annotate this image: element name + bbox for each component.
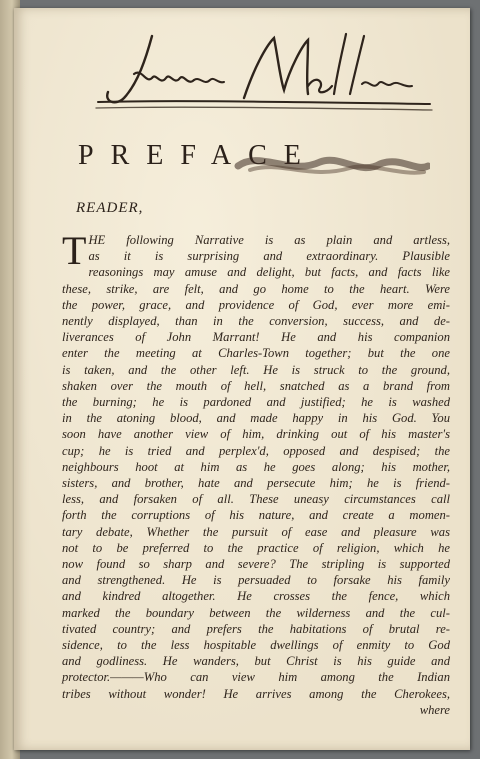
text-line: cup; he is tried and perplex'd, opposed and despised; the xyxy=(62,443,450,458)
preface-text xyxy=(62,228,450,718)
text-line: less, and forsaken of all. These uneasy circumstances call xyxy=(62,492,450,507)
text-line: enter the meeting at Charles-Town together; but the one xyxy=(62,346,450,361)
text-line: is taken, and the other left. He is struck to the ground, xyxy=(62,362,450,377)
text-line: marked the boundary between the wilderness and the cul- xyxy=(62,605,450,620)
handwritten-signature xyxy=(94,28,434,118)
catchword: where xyxy=(419,702,450,717)
text-line: protector.———Who can view him among the Indian xyxy=(62,670,450,685)
page-title: PREFACE xyxy=(78,140,318,171)
text-line: tribes without wonder! He arrives among the Cherokees, xyxy=(62,686,450,701)
book-page xyxy=(14,8,470,750)
text-line: in the atoning blood, and made happy in his God. You xyxy=(62,411,450,426)
text-line: reasonings may amuse and delight, but facts, and facts like xyxy=(88,265,450,280)
text-line: shaken over the mouth of hell, snatched as a brand from xyxy=(62,378,450,393)
text-line: tivated country; and prefers the habitations of brutal re- xyxy=(62,621,450,636)
ink-smudge xyxy=(230,136,430,186)
text-line: and strengthened. He is persuaded to forsake his family xyxy=(62,573,450,588)
text-line: forth the corruptions of his nature, and create a momen- xyxy=(62,508,450,523)
salutation: READER, xyxy=(76,200,144,216)
text-line: these, strike, are felt, and go home to the heart. Were xyxy=(62,281,450,296)
text-line: soon have another view of him, drinking out of his master's xyxy=(62,427,450,442)
text-line: and kindred altogether. He crosses the fence, which xyxy=(62,589,450,604)
text-line: nently displayed, than in the conversion, success, and de- xyxy=(62,314,450,329)
text-line: sisters, and brother, hate and persecute him; he is friend- xyxy=(62,476,450,491)
text-line: neighbours hoot at him as he goes along; his mother, xyxy=(62,459,450,474)
text-line: the burning; he is pardoned and justified; he is washed xyxy=(62,395,450,410)
text-line: not to be preferred to the practice of religion, which he xyxy=(62,540,450,555)
text-line: sidence, to the less hospitable dwellings of enmity to God xyxy=(62,638,450,653)
text-line: as it is surprising and extraordinary. Plausible xyxy=(88,249,450,264)
text-line: liverances of John Marrant! He and his companion xyxy=(62,330,450,345)
drop-cap: T xyxy=(62,228,87,273)
text-line: tary debate, Whether the pursuit of ease and pleasure was xyxy=(62,524,450,539)
text-line: HE following Narrative is as plain and artless, xyxy=(88,233,450,247)
text-line: the power, grace, and providence of God, ever more emi- xyxy=(62,297,450,312)
text-line: now found so sharp and severe? The stripling is supported xyxy=(62,557,450,572)
text-line: and godliness. He wanders, but Christ is his guide and xyxy=(62,654,450,669)
